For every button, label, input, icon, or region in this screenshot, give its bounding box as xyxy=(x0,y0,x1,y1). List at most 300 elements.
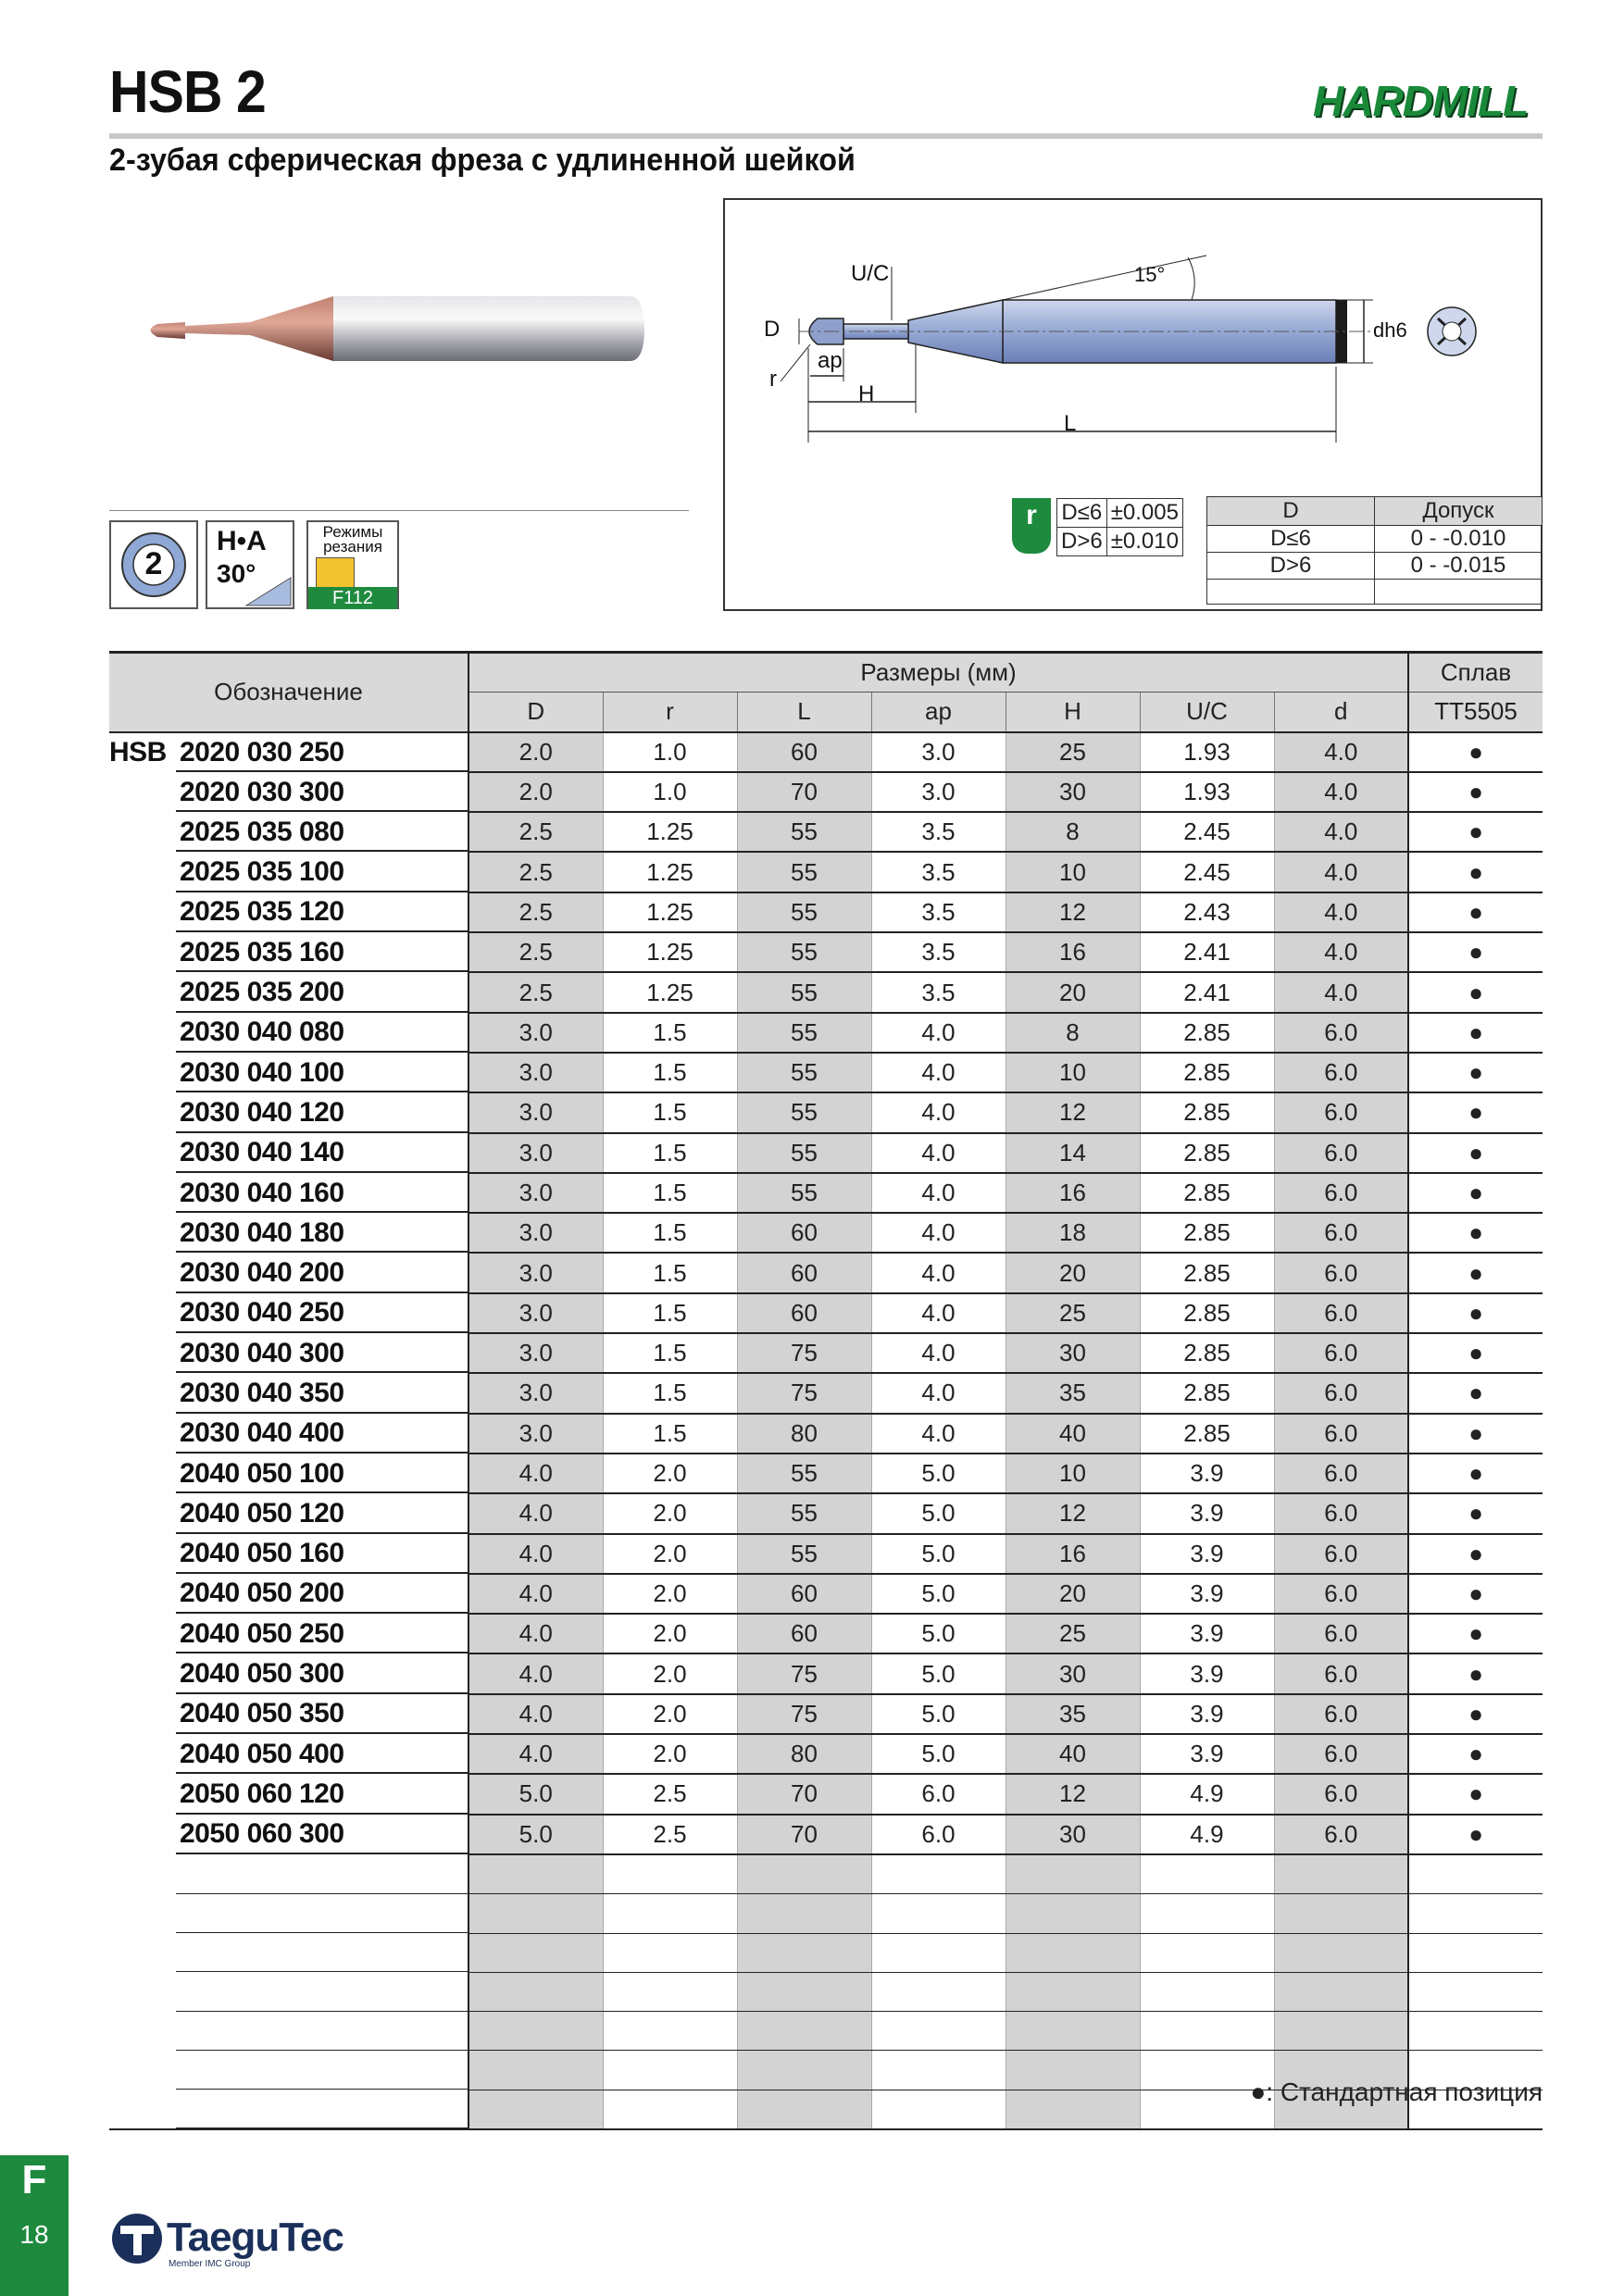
diameter-tolerance-cond: D≤6 xyxy=(1207,526,1375,553)
availability-mark: ● xyxy=(1408,1454,1543,1493)
table-cell-empty xyxy=(1006,1933,1140,1972)
table-cell-empty xyxy=(737,1894,871,1933)
product-code: 2030 040 120 xyxy=(180,1096,344,1128)
table-cell-r: 2.0 xyxy=(603,1534,737,1574)
product-code: 2040 050 100 xyxy=(180,1457,344,1489)
radius-tolerance-row xyxy=(1057,528,1183,556)
table-cell-r: 1.25 xyxy=(603,892,737,932)
table-cell-r: 2.0 xyxy=(603,1734,737,1774)
taegutec-logo-subtitle: Member IMC Group xyxy=(169,2259,251,2269)
table-cell-uc: 2.45 xyxy=(1140,812,1274,852)
table-cell-l: 80 xyxy=(737,1414,871,1454)
column-header-alloy-grade: TT5505 xyxy=(1408,693,1543,732)
flute-count-label: 2 xyxy=(144,546,163,581)
diameter-tolerance-row xyxy=(1207,526,1543,553)
product-code-cell xyxy=(109,1493,468,1533)
product-code: 2025 035 080 xyxy=(180,816,344,847)
table-cell-h: 8 xyxy=(1006,812,1140,852)
radius-tolerance-cond: D≤6 xyxy=(1057,499,1107,528)
page-number: 18 xyxy=(19,2220,49,2249)
table-cell-ap: 3.5 xyxy=(871,852,1006,892)
table-cell-empty xyxy=(603,2090,737,2129)
table-cell-d: 6.0 xyxy=(1274,1373,1408,1413)
table-cell-r: 1.5 xyxy=(603,1133,737,1173)
table-row xyxy=(109,1493,1543,1533)
product-prefix: HSB xyxy=(109,736,167,767)
table-cell-h: 20 xyxy=(1006,972,1140,1012)
product-code-cell xyxy=(109,1013,468,1053)
table-cell-d: 2.0 xyxy=(468,772,603,812)
table-cell-l: 55 xyxy=(737,852,871,892)
table-cell-r: 1.5 xyxy=(603,1173,737,1213)
legend-text: : Стандартная позиция xyxy=(1266,2078,1543,2106)
table-cell-r: 1.5 xyxy=(603,1293,737,1333)
table-cell-h: 10 xyxy=(1006,1053,1140,1092)
table-row xyxy=(109,812,1543,852)
brand-logo-mill: MILL xyxy=(1431,77,1529,125)
table-cell-uc: 2.85 xyxy=(1140,1133,1274,1173)
table-cell-h: 30 xyxy=(1006,1333,1140,1373)
table-cell-h: 18 xyxy=(1006,1213,1140,1253)
table-cell-h: 25 xyxy=(1006,732,1140,772)
table-cell-h: 12 xyxy=(1006,1774,1140,1814)
table-cell-r: 1.25 xyxy=(603,932,737,972)
flute-count-icon xyxy=(109,520,198,609)
table-cell-empty xyxy=(109,1854,468,1894)
availability-mark: ● xyxy=(1408,732,1543,772)
table-cell-empty xyxy=(1140,2012,1274,2051)
table-cell-uc: 4.9 xyxy=(1140,1815,1274,1854)
table-cell-empty xyxy=(1140,1894,1274,1933)
table-cell-d: 6.0 xyxy=(1274,1774,1408,1814)
table-row xyxy=(109,772,1543,812)
table-cell-l: 75 xyxy=(737,1653,871,1693)
table-row-empty xyxy=(109,1854,1543,1894)
availability-mark: ● xyxy=(1408,1574,1543,1614)
icons-divider xyxy=(109,510,689,511)
availability-mark: ● xyxy=(1408,1734,1543,1774)
product-code-cell xyxy=(109,732,468,772)
table-cell-empty xyxy=(1006,1972,1140,2011)
product-code-cell xyxy=(109,1454,468,1493)
table-cell-r: 2.0 xyxy=(603,1574,737,1614)
radius-tolerance-cond: D>6 xyxy=(1057,528,1107,556)
product-code-cell xyxy=(109,1373,468,1413)
table-cell-d: 6.0 xyxy=(1274,1815,1408,1854)
diameter-tolerance-header-d: D xyxy=(1207,497,1375,526)
product-code: 2040 050 200 xyxy=(180,1578,344,1609)
table-cell-empty xyxy=(1006,2090,1140,2129)
table-cell-l: 60 xyxy=(737,1213,871,1253)
table-row xyxy=(109,1454,1543,1493)
table-cell-h: 16 xyxy=(1006,932,1140,972)
diameter-tolerance-cond: D>6 xyxy=(1207,553,1375,580)
table-cell-l: 60 xyxy=(737,1614,871,1653)
product-code-cell xyxy=(109,852,468,892)
table-cell-ap: 5.0 xyxy=(871,1734,1006,1774)
table-cell-d: 4.0 xyxy=(1274,892,1408,932)
table-cell-r: 2.0 xyxy=(603,1454,737,1493)
table-cell-h: 40 xyxy=(1006,1734,1140,1774)
table-cell-empty xyxy=(871,2012,1006,2051)
table-cell-empty xyxy=(603,1972,737,2011)
table-cell-d: 2.5 xyxy=(468,892,603,932)
table-cell-d: 6.0 xyxy=(1274,1173,1408,1213)
table-cell-ap: 4.0 xyxy=(871,1293,1006,1333)
table-cell-d: 3.0 xyxy=(468,1013,603,1053)
table-cell-d: 4.0 xyxy=(468,1574,603,1614)
table-cell-h: 12 xyxy=(1006,1092,1140,1132)
table-row xyxy=(109,1293,1543,1333)
table-cell-uc: 2.41 xyxy=(1140,932,1274,972)
table-cell-empty xyxy=(871,1854,1006,1894)
table-cell-h: 12 xyxy=(1006,892,1140,932)
table-cell-h: 40 xyxy=(1006,1414,1140,1454)
table-row-empty xyxy=(109,1933,1543,1972)
product-code: 2020 030 300 xyxy=(180,776,344,807)
product-code-cell xyxy=(109,1694,468,1734)
taegutec-logo-icon xyxy=(109,2211,165,2266)
product-code: 2030 040 100 xyxy=(180,1056,344,1088)
table-cell-h: 16 xyxy=(1006,1173,1140,1213)
table-cell-ap: 4.0 xyxy=(871,1253,1006,1292)
table-cell-uc: 3.9 xyxy=(1140,1653,1274,1693)
dim-label-ap: ap xyxy=(818,348,843,373)
table-cell-empty xyxy=(871,1972,1006,2011)
table-cell-l: 70 xyxy=(737,1774,871,1814)
table-cell-uc: 2.45 xyxy=(1140,852,1274,892)
table-cell-empty xyxy=(1408,1933,1543,1972)
table-row xyxy=(109,1333,1543,1373)
table-cell-ap: 5.0 xyxy=(871,1574,1006,1614)
cutting-conditions-line1: Режимы xyxy=(322,523,383,541)
table-cell-r: 2.0 xyxy=(603,1493,737,1533)
table-row xyxy=(109,732,1543,772)
product-code-cell xyxy=(109,1133,468,1173)
product-code-cell xyxy=(109,932,468,972)
table-cell-h: 10 xyxy=(1006,852,1140,892)
cutting-conditions-icon[interactable] xyxy=(306,520,399,609)
table-cell-uc: 3.9 xyxy=(1140,1614,1274,1653)
table-cell-empty xyxy=(1006,1854,1140,1894)
table-row xyxy=(109,1653,1543,1693)
table-cell-empty xyxy=(109,2012,468,2051)
table-cell-uc: 2.85 xyxy=(1140,1414,1274,1454)
table-cell-empty xyxy=(603,1933,737,1972)
availability-mark: ● xyxy=(1408,1133,1543,1173)
product-code-cell xyxy=(109,1734,468,1774)
table-cell-d: 4.0 xyxy=(1274,932,1408,972)
table-row xyxy=(109,1053,1543,1092)
table-cell-empty xyxy=(603,2012,737,2051)
availability-mark: ● xyxy=(1408,1534,1543,1574)
table-cell-d: 6.0 xyxy=(1274,1614,1408,1653)
table-cell-ap: 5.0 xyxy=(871,1493,1006,1533)
dim-label-h: H xyxy=(858,381,875,406)
table-cell-h: 10 xyxy=(1006,1454,1140,1493)
table-cell-r: 1.5 xyxy=(603,1414,737,1454)
product-code-cell xyxy=(109,1253,468,1292)
table-cell-empty xyxy=(109,2051,468,2090)
table-cell-uc: 3.9 xyxy=(1140,1734,1274,1774)
taegutec-logo-text: TaeguTec xyxy=(167,2215,344,2260)
table-cell-h: 14 xyxy=(1006,1133,1140,1173)
table-cell-empty xyxy=(468,2090,603,2129)
table-cell-d: 6.0 xyxy=(1274,1053,1408,1092)
table-cell-d: 3.0 xyxy=(468,1293,603,1333)
dim-label-d: D xyxy=(764,317,781,342)
table-cell-l: 55 xyxy=(737,1092,871,1132)
brand-logo-hard: HARD xyxy=(1313,77,1432,125)
table-cell-ap: 4.0 xyxy=(871,1092,1006,1132)
table-cell-d: 4.0 xyxy=(1274,972,1408,1012)
table-row-empty xyxy=(109,2012,1543,2051)
table-row xyxy=(109,892,1543,932)
table-cell-uc: 2.85 xyxy=(1140,1373,1274,1413)
table-cell-ap: 3.0 xyxy=(871,772,1006,812)
availability-mark: ● xyxy=(1408,932,1543,972)
table-cell-d: 4.0 xyxy=(468,1454,603,1493)
table-cell-l: 55 xyxy=(737,1053,871,1092)
cutting-conditions-line2: резания xyxy=(323,538,382,555)
table-cell-d: 3.0 xyxy=(468,1213,603,1253)
table-cell-r: 2.0 xyxy=(603,1653,737,1693)
legend xyxy=(1250,2078,1543,2107)
table-cell-h: 20 xyxy=(1006,1574,1140,1614)
product-code-cell xyxy=(109,1614,468,1653)
product-code: 2030 040 080 xyxy=(180,1017,344,1048)
table-cell-empty xyxy=(1006,2012,1140,2051)
table-cell-ap: 4.0 xyxy=(871,1414,1006,1454)
product-code: 2040 050 400 xyxy=(180,1738,344,1769)
table-cell-h: 30 xyxy=(1006,772,1140,812)
product-code-cell xyxy=(109,1414,468,1454)
table-cell-uc: 2.85 xyxy=(1140,1213,1274,1253)
table-cell-empty xyxy=(871,1933,1006,1972)
table-cell-l: 55 xyxy=(737,1493,871,1533)
column-header-ap: ap xyxy=(871,693,1006,732)
radius-badge-label: r xyxy=(1026,500,1037,530)
table-cell-r: 1.25 xyxy=(603,852,737,892)
table-cell-empty xyxy=(737,1972,871,2011)
table-cell-uc: 2.85 xyxy=(1140,1333,1274,1373)
table-row-empty xyxy=(109,1972,1543,2011)
table-cell-ap: 3.5 xyxy=(871,972,1006,1012)
availability-mark: ● xyxy=(1408,1493,1543,1533)
table-cell-ap: 5.0 xyxy=(871,1614,1006,1653)
table-cell-l: 70 xyxy=(737,1815,871,1854)
table-cell-empty xyxy=(109,1894,468,1933)
table-cell-d: 4.0 xyxy=(468,1534,603,1574)
table-cell-empty xyxy=(871,2090,1006,2129)
table-cell-h: 35 xyxy=(1006,1694,1140,1734)
table-cell-h: 30 xyxy=(1006,1653,1140,1693)
table-cell-empty xyxy=(1140,1854,1274,1894)
table-cell-uc: 3.9 xyxy=(1140,1493,1274,1533)
table-cell-ap: 4.0 xyxy=(871,1173,1006,1213)
table-cell-uc: 2.85 xyxy=(1140,1092,1274,1132)
table-cell-d: 3.0 xyxy=(468,1373,603,1413)
table-cell-r: 1.5 xyxy=(603,1213,737,1253)
table-cell-empty xyxy=(737,2090,871,2129)
table-cell-empty xyxy=(1274,1933,1408,1972)
availability-mark: ● xyxy=(1408,1653,1543,1693)
table-cell-r: 2.0 xyxy=(603,1614,737,1653)
table-cell-r: 1.5 xyxy=(603,1013,737,1053)
table-cell-d: 6.0 xyxy=(1274,1694,1408,1734)
table-cell-ap: 5.0 xyxy=(871,1694,1006,1734)
book-icon xyxy=(316,557,355,589)
table-cell-ap: 4.0 xyxy=(871,1133,1006,1173)
radius-tolerance-row xyxy=(1057,499,1183,528)
table-cell-empty xyxy=(468,1933,603,1972)
availability-mark: ● xyxy=(1408,1213,1543,1253)
availability-mark: ● xyxy=(1408,1333,1543,1373)
table-cell-l: 75 xyxy=(737,1694,871,1734)
table-cell-empty xyxy=(1006,1894,1140,1933)
product-code: 2040 050 160 xyxy=(180,1538,344,1569)
table-cell-l: 60 xyxy=(737,1293,871,1333)
table-cell-empty xyxy=(1274,1894,1408,1933)
table-cell-l: 75 xyxy=(737,1373,871,1413)
dim-label-r: r xyxy=(769,367,777,392)
table-cell-empty xyxy=(468,2051,603,2090)
availability-mark: ● xyxy=(1408,812,1543,852)
column-group-alloy: Сплав xyxy=(1408,653,1543,693)
product-code-cell xyxy=(109,1293,468,1333)
table-cell-h: 8 xyxy=(1006,1013,1140,1053)
table-cell-d: 4.0 xyxy=(1274,732,1408,772)
column-header-shank-d: d xyxy=(1274,693,1408,732)
title-divider xyxy=(109,133,1543,139)
table-cell-d: 4.0 xyxy=(468,1734,603,1774)
table-cell-r: 2.0 xyxy=(603,1694,737,1734)
table-cell-r: 1.5 xyxy=(603,1053,737,1092)
column-header-l: L xyxy=(737,693,871,732)
table-cell-d: 3.0 xyxy=(468,1133,603,1173)
table-cell-l: 75 xyxy=(737,1333,871,1373)
product-code-cell xyxy=(109,972,468,1012)
table-cell-d: 4.0 xyxy=(468,1614,603,1653)
table-cell-empty xyxy=(737,1933,871,1972)
table-cell-empty xyxy=(1274,1854,1408,1894)
table-row xyxy=(109,1213,1543,1253)
table-cell-l: 55 xyxy=(737,1013,871,1053)
table-cell-empty xyxy=(109,2090,468,2129)
table-cell-empty xyxy=(1140,1933,1274,1972)
table-cell-d: 6.0 xyxy=(1274,1454,1408,1493)
table-cell-empty xyxy=(737,2051,871,2090)
table-cell-d: 4.0 xyxy=(468,1493,603,1533)
table-row xyxy=(109,1815,1543,1854)
table-cell-r: 2.5 xyxy=(603,1774,737,1814)
table-cell-d: 6.0 xyxy=(1274,1534,1408,1574)
table-cell-ap: 5.0 xyxy=(871,1454,1006,1493)
availability-mark: ● xyxy=(1408,852,1543,892)
table-row xyxy=(109,1373,1543,1413)
product-code-cell xyxy=(109,1774,468,1814)
table-cell-h: 16 xyxy=(1006,1534,1140,1574)
table-cell-d: 6.0 xyxy=(1274,1213,1408,1253)
table-cell-d: 6.0 xyxy=(1274,1293,1408,1333)
table-cell-empty xyxy=(468,1894,603,1933)
dim-label-angle: 15° xyxy=(1134,263,1166,286)
product-code: 2025 035 120 xyxy=(180,896,344,928)
table-cell-empty xyxy=(603,1894,737,1933)
table-cell-d: 6.0 xyxy=(1274,1414,1408,1454)
table-row xyxy=(109,1614,1543,1653)
table-cell-uc: 2.85 xyxy=(1140,1293,1274,1333)
table-cell-ap: 4.0 xyxy=(871,1373,1006,1413)
table-cell-uc: 2.85 xyxy=(1140,1173,1274,1213)
radius-tolerance-table xyxy=(1056,498,1183,556)
table-row xyxy=(109,1534,1543,1574)
availability-mark: ● xyxy=(1408,1774,1543,1814)
table-cell-r: 1.5 xyxy=(603,1373,737,1413)
table-cell-d: 2.5 xyxy=(468,812,603,852)
table-cell-r: 1.0 xyxy=(603,772,737,812)
table-row xyxy=(109,1774,1543,1814)
table-cell-l: 60 xyxy=(737,1574,871,1614)
table-cell-empty xyxy=(109,1972,468,2011)
column-header-r: r xyxy=(603,693,737,732)
availability-mark: ● xyxy=(1408,772,1543,812)
table-row xyxy=(109,1013,1543,1053)
availability-mark: ● xyxy=(1408,1815,1543,1854)
product-code: 2030 040 250 xyxy=(180,1297,344,1329)
table-cell-d: 2.5 xyxy=(468,852,603,892)
availability-mark: ● xyxy=(1408,1694,1543,1734)
table-cell-empty xyxy=(603,1854,737,1894)
table-cell-d: 6.0 xyxy=(1274,1333,1408,1373)
product-code: 2030 040 160 xyxy=(180,1177,344,1208)
product-code: 2030 040 300 xyxy=(180,1337,344,1368)
cutting-conditions-ref: F112 xyxy=(308,587,397,609)
legend-mark: ● xyxy=(1250,2078,1267,2106)
table-cell-d: 6.0 xyxy=(1274,1253,1408,1292)
product-code-cell xyxy=(109,812,468,852)
helix-angle-label: H•A xyxy=(217,526,267,556)
table-cell-uc: 3.9 xyxy=(1140,1574,1274,1614)
availability-mark: ● xyxy=(1408,1414,1543,1454)
table-row xyxy=(109,1574,1543,1614)
table-cell-uc: 2.41 xyxy=(1140,972,1274,1012)
availability-mark: ● xyxy=(1408,1253,1543,1292)
availability-mark: ● xyxy=(1408,1614,1543,1653)
column-header-d: D xyxy=(468,693,603,732)
table-cell-d: 6.0 xyxy=(1274,1653,1408,1693)
helix-angle-value: 30° xyxy=(217,559,256,588)
table-cell-empty xyxy=(1408,1972,1543,2011)
table-cell-d: 4.0 xyxy=(468,1653,603,1693)
table-cell-h: 25 xyxy=(1006,1614,1140,1653)
table-cell-empty xyxy=(603,2051,737,2090)
table-cell-empty xyxy=(468,1854,603,1894)
table-cell-d: 4.0 xyxy=(1274,852,1408,892)
table-row xyxy=(109,972,1543,1012)
table-cell-uc: 3.9 xyxy=(1140,1454,1274,1493)
table-cell-uc: 3.9 xyxy=(1140,1534,1274,1574)
table-cell-d: 2.0 xyxy=(468,732,603,772)
product-code-cell xyxy=(109,1574,468,1614)
table-cell-d: 3.0 xyxy=(468,1253,603,1292)
availability-mark: ● xyxy=(1408,1373,1543,1413)
table-cell-d: 4.0 xyxy=(468,1694,603,1734)
table-cell-uc: 3.9 xyxy=(1140,1694,1274,1734)
table-cell-l: 70 xyxy=(737,772,871,812)
diameter-tolerance-value: 0 - -0.010 xyxy=(1375,526,1543,553)
table-cell-h: 35 xyxy=(1006,1373,1140,1413)
